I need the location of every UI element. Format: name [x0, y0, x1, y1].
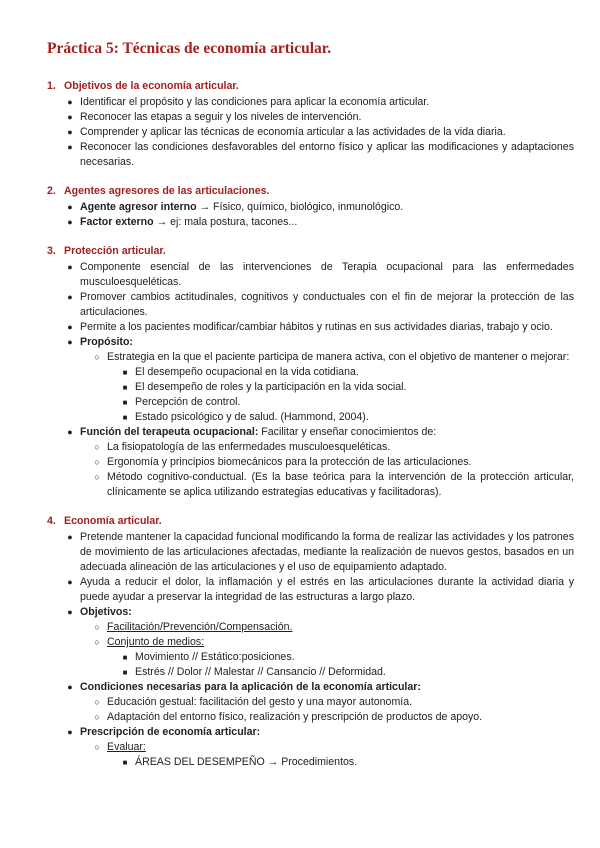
- bullet-icon: ●: [67, 262, 73, 272]
- bullet-icon: ●: [67, 142, 73, 152]
- bullet-icon: ●: [67, 112, 73, 122]
- list-item: ● Pretende mantener la capacidad funcional modificando la forma de realizar las actividades y los patrones de movimiento de las articulaciones afectadas, mediante la realización de nuevos gestos, basados en un adecuada alineación de las articulaciones y el uso de equipamiento adaptado.: [47, 530, 574, 575]
- bullet-icon: ●: [67, 97, 73, 107]
- list-item: ● Objetivos:: [47, 605, 574, 620]
- list-item: ● Prescripción de economía articular:: [47, 725, 574, 740]
- bullet-icon: ●: [67, 127, 73, 137]
- circle-bullet-icon: ○: [94, 472, 100, 482]
- list-item: ○ La fisiopatología de las enfermedades musculoesqueléticas.: [47, 440, 574, 455]
- bullet-icon: ●: [67, 337, 73, 347]
- circle-bullet-icon: ○: [94, 742, 100, 752]
- bullet-icon: ●: [67, 577, 73, 587]
- square-bullet-icon: ■: [122, 413, 128, 422]
- circle-bullet-icon: ○: [94, 697, 100, 707]
- section-title: Protección articular.: [64, 245, 166, 257]
- list-item: ○ Educación gestual: facilitación del gesto y una mayor autonomía.: [47, 695, 574, 710]
- circle-bullet-icon: ○: [94, 622, 100, 632]
- square-bullet-icon: ■: [122, 398, 128, 407]
- square-bullet-icon: ■: [122, 653, 128, 662]
- section-title: Agentes agresores de las articulaciones.: [64, 185, 270, 197]
- bullet-list: [47, 95, 574, 170]
- list-item: ■ ÁREAS DEL DESEMPEÑO → Procedimientos.: [47, 755, 574, 770]
- bullet-icon: ●: [67, 202, 73, 212]
- list-item: ● Reconocer las condiciones desfavorables del entorno físico y aplicar las modificaciones y adaptaciones necesarias.: [47, 140, 574, 170]
- bullet-icon: ●: [67, 727, 73, 737]
- circle-bullet-icon: ○: [94, 712, 100, 722]
- bullet-list: [47, 530, 574, 770]
- section-title: Economía articular.: [64, 515, 162, 527]
- bullet-icon: ●: [67, 532, 73, 542]
- circle-bullet-icon: ○: [94, 637, 100, 647]
- list-item: ● Factor externo → ej: mala postura, tacones...: [47, 215, 574, 230]
- circle-bullet-icon: ○: [94, 352, 100, 362]
- square-bullet-icon: ■: [122, 383, 128, 392]
- list-item: ● Ayuda a reducir el dolor, la inflamación y el estrés en las articulaciones durante la actividad diaria y puede ayudar a preservar la integridad de las estructuras a largo plazo.: [47, 575, 574, 605]
- list-item: ● Función del terapeuta ocupacional: Facilitar y enseñar conocimientos de:: [47, 425, 574, 440]
- list-item: ■ Estado psicológico y de salud. (Hammond, 2004).: [47, 410, 574, 425]
- bullet-icon: ●: [67, 427, 73, 437]
- section-economia: [47, 514, 574, 770]
- section-heading: [47, 79, 574, 94]
- section-heading: [47, 514, 574, 529]
- bullet-icon: ●: [67, 607, 73, 617]
- list-item: ● Propósito:: [47, 335, 574, 350]
- square-bullet-icon: ■: [122, 758, 128, 767]
- section-number: 1.: [47, 80, 56, 92]
- bullet-icon: ●: [67, 322, 73, 332]
- list-item: ○ Facilitación/Prevención/Compensación.: [47, 620, 574, 635]
- section-objetivos: [47, 79, 574, 170]
- square-bullet-icon: ■: [122, 668, 128, 677]
- page-title: Práctica 5: Técnicas de economía articular.: [47, 40, 332, 57]
- list-item: ■ El desempeño de roles y la participación en la vida social.: [47, 380, 574, 395]
- circle-bullet-icon: ○: [94, 442, 100, 452]
- list-item: ■ Percepción de control.: [47, 395, 574, 410]
- list-item: ● Condiciones necesarias para la aplicación de la economía articular:: [47, 680, 574, 695]
- section-heading: [47, 244, 574, 259]
- bullet-icon: ●: [67, 682, 73, 692]
- list-item: ● Agente agresor interno → Físico, químico, biológico, inmunológico.: [47, 200, 574, 215]
- list-item: ● Identificar el propósito y las condiciones para aplicar la economía articular.: [47, 95, 574, 110]
- circle-bullet-icon: ○: [94, 457, 100, 467]
- section-heading: [47, 184, 574, 199]
- section-proteccion: [47, 244, 574, 500]
- section-number: 4.: [47, 515, 56, 527]
- list-item: ○ Conjunto de medios:: [47, 635, 574, 650]
- bullet-icon: ●: [67, 292, 73, 302]
- bullet-list: [47, 200, 574, 230]
- list-item: ■ Movimiento // Estático:posiciones.: [47, 650, 574, 665]
- list-item: ■ Estrés // Dolor // Malestar // Cansancio // Deformidad.: [47, 665, 574, 680]
- section-number: 3.: [47, 245, 56, 257]
- section-title: Objetivos de la economía articular.: [64, 80, 239, 92]
- bullet-list: [47, 260, 574, 500]
- list-item: ● Permite a los pacientes modificar/cambiar hábitos y rutinas en sus actividades diarias, trabajo y ocio.: [47, 320, 574, 335]
- list-item: ○ Adaptación del entorno físico, realización y prescripción de productos de apoyo.: [47, 710, 574, 725]
- list-item: ● Comprender y aplicar las técnicas de economía articular a las actividades de la vida diaria.: [47, 125, 574, 140]
- list-item: ○ Evaluar:: [47, 740, 574, 755]
- square-bullet-icon: ■: [122, 368, 128, 377]
- bullet-icon: ●: [67, 217, 73, 227]
- list-item: ○ Ergonomía y principios biomecánicos para la protección de las articulaciones.: [47, 455, 574, 470]
- list-item: ○ Estrategia en la que el paciente participa de manera activa, con el objetivo de mantener o mejorar:: [47, 350, 574, 365]
- section-agentes: [47, 184, 574, 230]
- list-item: ● Reconocer las etapas a seguir y los niveles de intervención.: [47, 110, 574, 125]
- list-item: ○ Método cognitivo-conductual. (Es la base teórica para la intervención de la protección articular, clínicamente se aplica utilizando estrategias educativas y facilitadoras).: [47, 470, 574, 500]
- list-item: ■ El desempeño ocupacional en la vida cotidiana.: [47, 365, 574, 380]
- list-item: ● Promover cambios actitudinales, cognitivos y conductuales con el fin de mejorar la protección de las articulaciones.: [47, 290, 574, 320]
- section-number: 2.: [47, 185, 56, 197]
- list-item: ● Componente esencial de las intervenciones de Terapia ocupacional para las enfermedades musculoesqueléticas.: [47, 260, 574, 290]
